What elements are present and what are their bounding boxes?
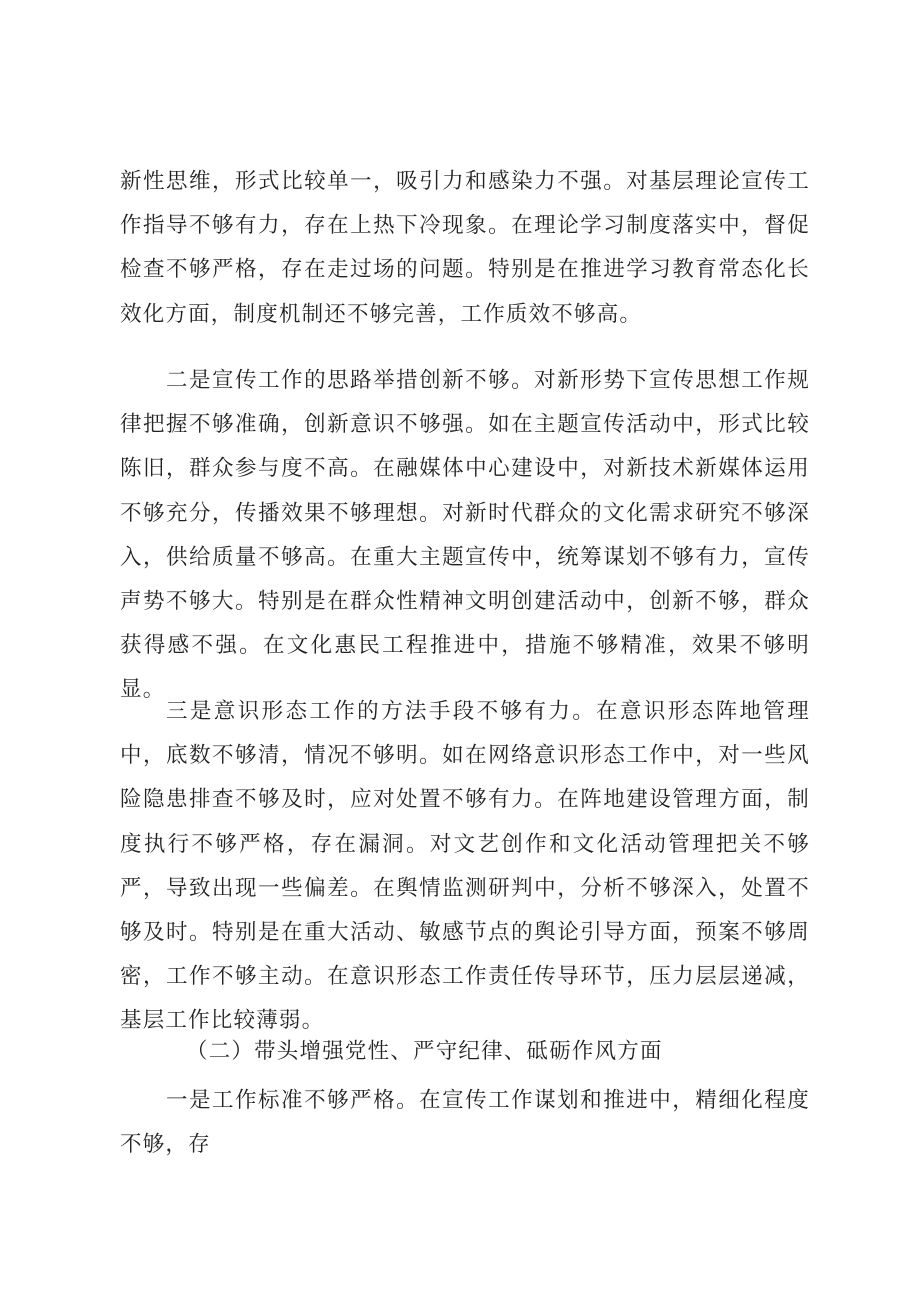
paragraph-point-one: 一是工作标准不够严格。在宣传工作谋划和推进中，精细化程度不够，存 xyxy=(120,1088,810,1158)
section-heading: （二）带头增强党性、严守纪律、砥砺作风方面 xyxy=(186,1039,663,1064)
paragraph-point-three: 三是意识形态工作的方法手段不够有力。在意识形态阵地管理中，底数不够清，情况不够明。如在网络意识形态工作中，对一些风险隐患排查不够及时，应对处置不够有力。在阵地建设管理方面，制度执行不够严格，存在漏洞。对文艺创作和文化活动管理把关不够严，导致出现一些偏差。在舆情监测研判中，分析不够深入，处置不够及时。特别是在重大活动、敏感节点的舆论引导方面，预案不够周密，工作不够主动。在意识形态工作责任传导环节，压力层层递减，基层工作比较薄弱。 xyxy=(120,699,810,1034)
paragraph-continuation: 新性思维，形式比较单一，吸引力和感染力不强。对基层理论宣传工作指导不够有力，存在上热下冷现象。在理论学习制度落实中，督促检查不够严格，存在走过场的问题。特别是在推进学习教育常态化长效化方面，制度机制还不够完善，工作质效不够高。 xyxy=(120,169,810,327)
paragraph-point-two: 二是宣传工作的思路举措创新不够。对新形势下宣传思想工作规律把握不够准确，创新意识不够强。如在主题宣传活动中，形式比较陈旧，群众参与度不高。在融媒体中心建设中，对新技术新媒体运用不够充分，传播效果不够理想。对新时代群众的文化需求研究不够深入，供给质量不够高。在重大主题宣传中，统筹谋划不够有力，宣传声势不够大。特别是在群众性精神文明创建活动中，创新不够，群众获得感不强。在文化惠民工程推进中，措施不够精准，效果不够明显。 xyxy=(120,368,810,703)
